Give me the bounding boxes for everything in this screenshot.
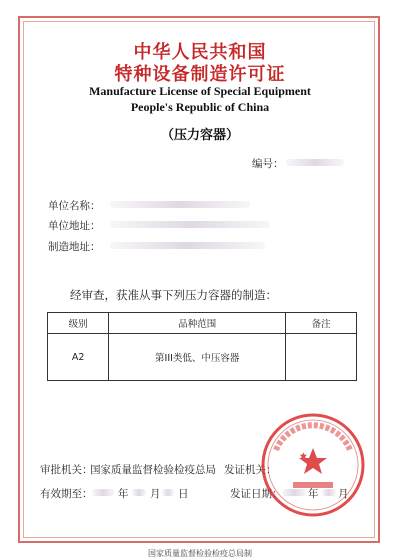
manufacture-address-redacted	[110, 242, 265, 249]
unit-name-redacted	[110, 201, 250, 208]
statement: 经审查，获准从事下列压力容器的制造：	[70, 288, 277, 302]
valid-year-char: 年	[118, 488, 129, 500]
issue-month-char: 月	[338, 488, 349, 500]
authority-label: 审批机关：	[40, 464, 93, 476]
title-en-line1: Manufacture License of Special Equipment	[89, 84, 311, 98]
table-row	[48, 334, 357, 381]
scope-table	[47, 312, 357, 381]
header-scope: 品种范围	[109, 313, 286, 334]
title-en-line2: People's Republic of China	[130, 100, 270, 114]
unit-address-label: 单位地址：	[48, 220, 101, 232]
issue-date-label: 发证日期：	[230, 488, 283, 500]
issue-authority-label: 发证机关：	[224, 464, 277, 476]
header-level: 级别	[48, 313, 109, 334]
valid-year-redacted	[92, 489, 114, 496]
valid-day-char: 日	[178, 488, 189, 500]
unit-address-redacted	[110, 221, 270, 228]
manufacture-address-label: 制造地址：	[48, 241, 101, 253]
valid-month-char: 月	[150, 488, 161, 500]
number-label: 编号：	[252, 158, 284, 170]
issue-year-char: 年	[308, 488, 319, 500]
valid-day-redacted	[162, 489, 174, 496]
number-redacted	[286, 159, 344, 166]
official-seal	[258, 410, 368, 520]
valid-until-label: 有效期至：	[40, 488, 93, 500]
header-note: 备注	[286, 313, 357, 334]
unit-name-label: 单位名称：	[48, 200, 101, 212]
cell-note	[286, 334, 357, 381]
title-cn-line1: 中华人民共和国	[133, 42, 267, 63]
footer-issuer: 国家质量监督检验检疫总局制	[148, 549, 252, 558]
cell-scope: 第III类低、中压容器	[109, 334, 286, 381]
subtitle: （压力容器）	[160, 128, 239, 143]
authority-value: 国家质量监督检验检疫总局	[90, 464, 216, 476]
cell-level: A2	[48, 334, 109, 381]
table-header-row	[48, 313, 357, 334]
valid-month-redacted	[132, 489, 146, 496]
title-cn-line2: 特种设备制造许可证	[114, 64, 286, 85]
